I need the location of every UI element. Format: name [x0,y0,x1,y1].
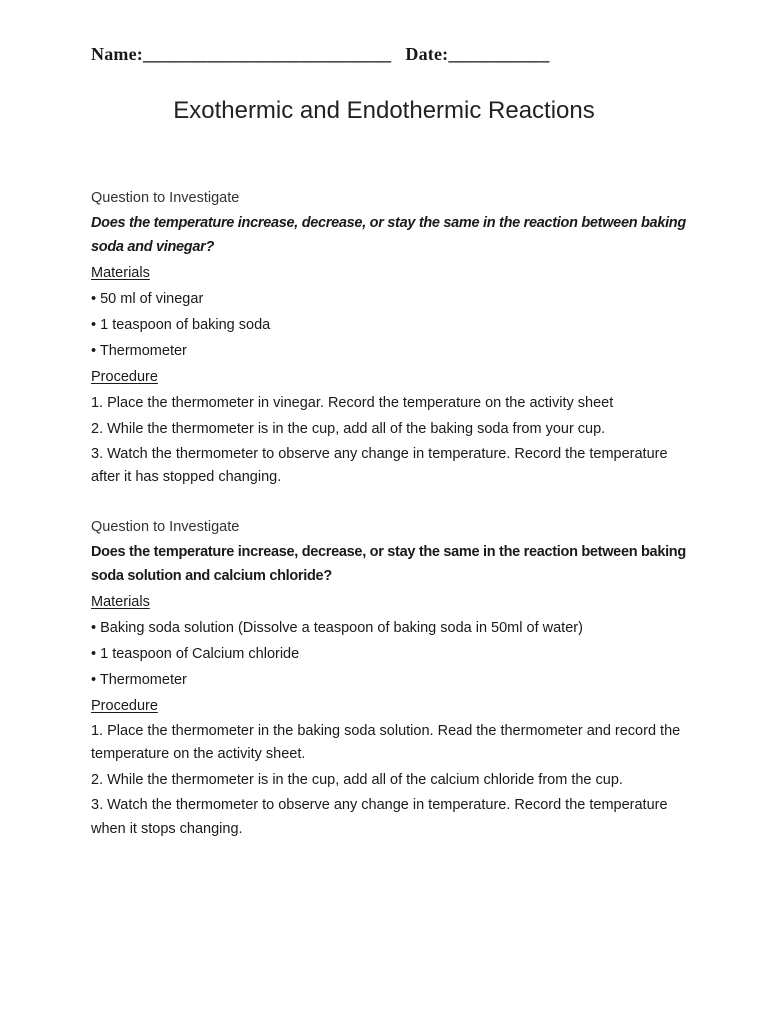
question-text: Does the temperature increase, decrease, or stay the same in the reaction between baking soda solution and calcium chloride? [91,544,686,584]
material-item: • Thermometer [91,342,187,359]
section-2 [91,515,691,843]
materials-heading: Materials [91,264,150,281]
material-item: • 50 ml of vinegar [91,290,204,307]
name-field[interactable]: Name:___________________________ [91,44,392,64]
material-item: • Baking soda solution (Dissolve a teaspoon of baking soda in 50ml of water) [91,619,583,636]
procedure-step: 3. Watch the thermometer to observe any change in temperature. Record the temperature when it stops changing. [91,797,668,837]
header-line [91,44,550,65]
section-1 [91,186,691,491]
procedure-step: 3. Watch the thermometer to observe any change in temperature. Record the temperature after it has stopped changing. [91,445,668,485]
material-item: • 1 teaspoon of Calcium chloride [91,645,300,662]
procedure-step: 1. Place the thermometer in vinegar. Record the temperature on the activity sheet [91,394,614,411]
materials-heading: Materials [91,593,150,610]
question-label: Question to Investigate [91,190,240,206]
material-item: • Thermometer [91,671,187,688]
material-item: • 1 teaspoon of baking soda [91,316,271,333]
date-field[interactable]: Date:___________ [405,44,550,64]
procedure-step: 2. While the thermometer is in the cup, add all of the baking soda from your cup. [91,420,606,437]
procedure-heading: Procedure [91,697,158,714]
procedure-heading: Procedure [91,368,158,385]
question-label: Question to Investigate [91,519,240,535]
procedure-step: 1. Place the thermometer in the baking soda solution. Read the thermometer and record the temperature on the activity sheet. [91,722,681,762]
question-text: Does the temperature increase, decrease, or stay the same in the reaction between baking soda and vinegar? [91,215,686,255]
page-title: Exothermic and Endothermic Reactions [173,97,595,124]
procedure-step: 2. While the thermometer is in the cup, add all of the calcium chloride from the cup. [91,772,623,788]
